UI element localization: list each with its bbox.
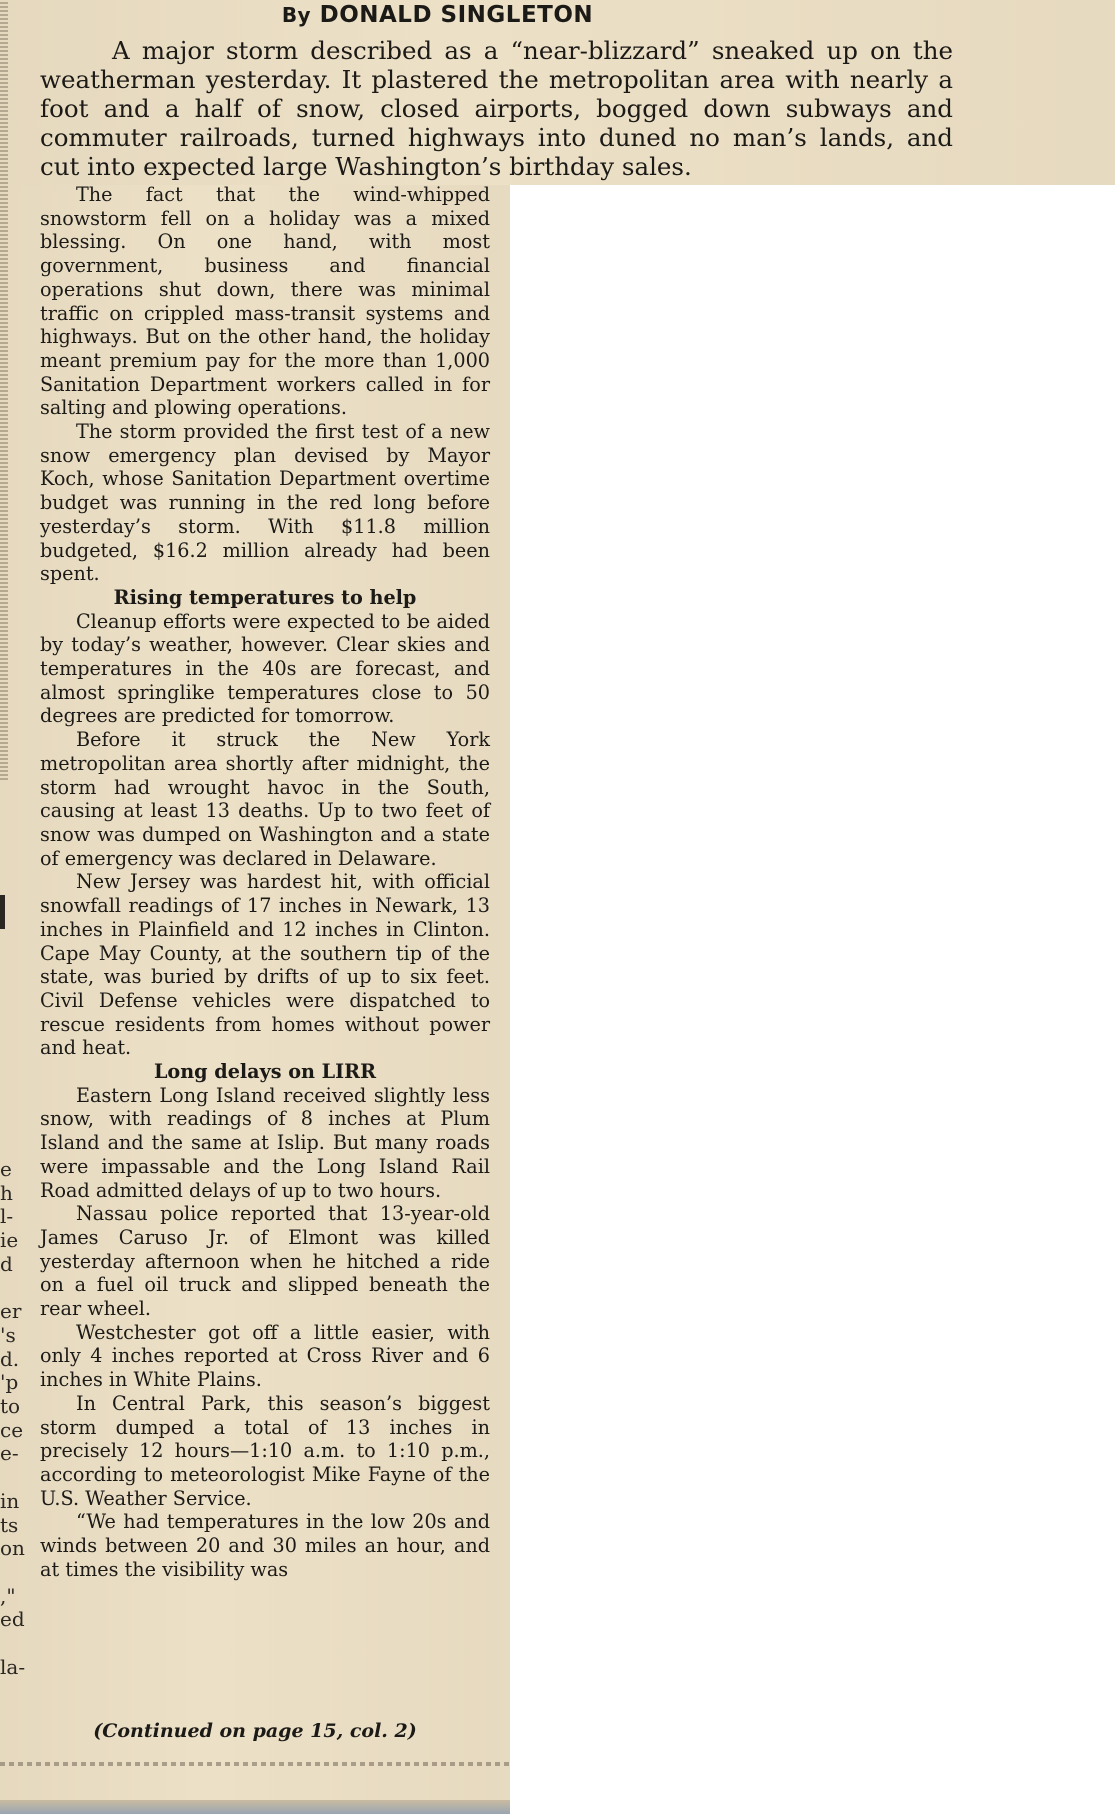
paragraph: In Central Park, this season’s biggest storm dumped a total of 13 inches in precisely 12 hours—1:10 a.m. to 1:10 p.m., according to meteorologist Mike Fayne of the U.S. Weather Service.: [40, 1391, 490, 1510]
paragraph: Cleanup efforts were expected to be aided by today’s weather, however. Clear skies and temperatures in the 40s are forecast, and almost springlike temperatures close to 50 degrees are predicted for tomorrow.: [40, 609, 490, 728]
paragraph: Nassau police reported that 13-year-old James Caruso Jr. of Elmont was killed yesterday afternoon when he hitched a ride on a fuel oil truck and slipped beneath the rear wheel.: [40, 1202, 490, 1321]
byline: [0, 2, 995, 28]
lead-paragraph: A major storm described as a “near-blizzard” sneaked up on the weatherman yesterday. It plastered the metropolitan area with nearly a foot and a half of snow, closed airports, bogged down subways and commuter railroads, turned highways into duned no man’s lands, and cut into expected large Washington’s birthday sales.: [40, 36, 953, 181]
paragraph: Westchester got off a little easier, with only 4 inches reported at Cross River and 6 inches in White Plains.: [40, 1320, 490, 1392]
paragraph: The fact that the wind-whipped snowstorm fell on a holiday was a mixed blessing. On one hand, with most government, business and financial operations shut down, there was minimal traffic on crippled mass-transit systems and highways. But on the other hand, the holiday meant premium pay for the more than 1,000 Sanitation Department workers called in for salting and plowing operations.: [40, 183, 490, 420]
paragraph: The storm provided the first test of a new snow emergency plan devised by Mayor Koch, whose Sanitation Department overtime budget was running in the red long before yesterday’s storm. With $11.8 million budgeted, $16.2 million already had been spent.: [40, 420, 490, 586]
adjacent-column-mark: [0, 895, 5, 929]
paragraph: New Jersey was hardest hit, with official snowfall readings of 17 inches in Newark, 13 inches in Plainfield and 12 inches in Clinton. Cape May County, at the southern tip of the state, was buried by drifts of up to six feet. Civil Defense vehicles were dispatched to rescue residents from homes without power and heat.: [40, 870, 490, 1060]
paragraph: “We had temperatures in the low 20s and winds between 20 and 30 miles an hour, and at times the visibility was: [40, 1510, 490, 1581]
article-body: [40, 183, 490, 1581]
bottom-rule: [0, 1762, 510, 1766]
byline-prefix: By: [281, 3, 312, 27]
column-rule: [0, 0, 8, 780]
paragraph: Eastern Long Island received slightly less snow, with readings of 8 inches at Plum Island and the same at Islip. But many roads were impassable and the Long Island Rail Road admitted delays of up to two hours.: [40, 1083, 490, 1202]
byline-author: DONALD SINGLETON: [319, 2, 594, 28]
continued-note: (Continued on page 15, col. 2): [93, 1720, 417, 1742]
subheading: Long delays on LIRR: [153, 1060, 377, 1084]
paragraph: Before it struck the New York metropolitan area shortly after midnight, the storm had wrought havoc in the South, causing at least 13 deaths. Up to two feet of snow was dumped on Washington and a state of emergency was declared in Delaware.: [40, 728, 490, 870]
adjacent-column-fragments: e h l- ie d er 's d. 'p to ce e- in ts on ," ed la-: [0, 1158, 26, 1679]
clipping-bottom-edge: [0, 1800, 510, 1814]
subheading: Rising temperatures to help: [113, 585, 417, 609]
